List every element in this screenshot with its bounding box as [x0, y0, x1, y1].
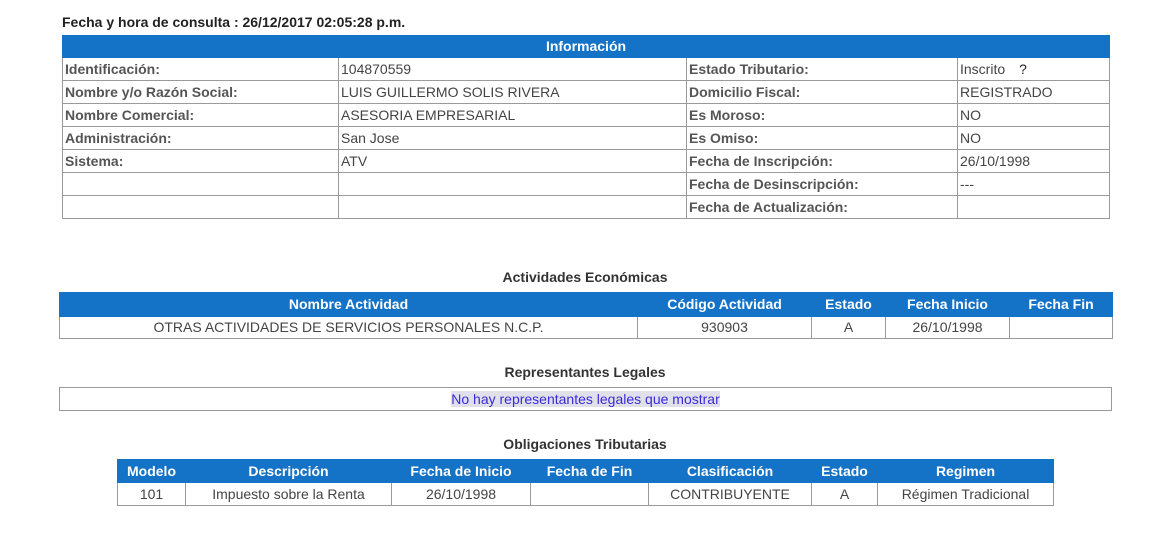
col-estado: Estado	[812, 460, 878, 483]
es-omiso-value: NO	[958, 127, 1110, 150]
obligaciones-table	[117, 459, 1054, 506]
es-omiso-label: Es Omiso:	[687, 127, 958, 150]
representantes-box	[59, 387, 1112, 411]
col-fecha-fin: Fecha Fin	[1010, 293, 1113, 317]
obligaciones-header-row	[118, 460, 1054, 483]
empty-cell	[339, 196, 687, 219]
fecha-actualizacion-value	[958, 196, 1110, 219]
table-row	[118, 483, 1054, 506]
col-codigo-actividad: Código Actividad	[638, 293, 812, 317]
sistema-value: ATV	[339, 150, 687, 173]
actividades-table	[59, 292, 1113, 339]
info-header: Información	[63, 36, 1110, 58]
es-moroso-value: NO	[958, 104, 1110, 127]
fecha-inscripcion-value: 26/10/1998	[958, 150, 1110, 173]
info-row	[63, 81, 1110, 104]
estado-tributario-cell	[958, 58, 1110, 81]
es-moroso-label: Es Moroso:	[687, 104, 958, 127]
table-row	[60, 317, 1113, 339]
actividades-title: Actividades Económicas	[502, 269, 668, 285]
help-icon[interactable]: ?	[1019, 61, 1027, 77]
identificacion-value: 104870559	[339, 58, 687, 81]
col-descripcion: Descripción	[186, 460, 392, 483]
estado-tributario-value: Inscrito	[960, 61, 1006, 77]
fecha-actualizacion-label: Fecha de Actualización:	[687, 196, 958, 219]
col-nombre-actividad: Nombre Actividad	[60, 293, 638, 317]
obligaciones-title: Obligaciones Tributarias	[503, 436, 667, 452]
col-fecha-de-fin: Fecha de Fin	[531, 460, 649, 483]
info-row	[63, 196, 1110, 219]
sistema-label: Sistema:	[63, 150, 339, 173]
fecha-inscripcion-label: Fecha de Inscripción:	[687, 150, 958, 173]
obligacion-fecha-inicio: 26/10/1998	[392, 483, 531, 506]
fecha-desinscripcion-value: ---	[958, 173, 1110, 196]
info-table	[62, 35, 1110, 219]
obligacion-regimen: Régimen Tradicional	[878, 483, 1054, 506]
empty-cell	[339, 173, 687, 196]
obligacion-modelo: 101	[118, 483, 186, 506]
razon-social-value: LUIS GUILLERMO SOLIS RIVERA	[339, 81, 687, 104]
actividad-estado: A	[812, 317, 886, 339]
empty-cell	[63, 196, 339, 219]
info-row	[63, 150, 1110, 173]
info-row	[63, 104, 1110, 127]
info-row	[63, 58, 1110, 81]
obligacion-clasificacion: CONTRIBUYENTE	[649, 483, 812, 506]
estado-tributario-label: Estado Tributario:	[687, 58, 958, 81]
actividad-fecha-fin	[1010, 317, 1113, 339]
administracion-value: San Jose	[339, 127, 687, 150]
nombre-comercial-label: Nombre Comercial:	[63, 104, 339, 127]
razon-social-label: Nombre y/o Razón Social:	[63, 81, 339, 104]
obligacion-descripcion: Impuesto sobre la Renta	[186, 483, 392, 506]
domicilio-fiscal-label: Domicilio Fiscal:	[687, 81, 958, 104]
representantes-empty-message: No hay representantes legales que mostrar	[451, 391, 720, 407]
col-estado: Estado	[812, 293, 886, 317]
nombre-comercial-value: ASESORIA EMPRESARIAL	[339, 104, 687, 127]
col-fecha-de-inicio: Fecha de Inicio	[392, 460, 531, 483]
col-regimen: Regimen	[878, 460, 1054, 483]
col-fecha-inicio: Fecha Inicio	[886, 293, 1010, 317]
obligacion-fecha-fin	[531, 483, 649, 506]
query-timestamp: Fecha y hora de consulta : 26/12/2017 02:05:28 p.m.	[62, 14, 406, 30]
identificacion-label: Identificación:	[63, 58, 339, 81]
administracion-label: Administración:	[63, 127, 339, 150]
fecha-desinscripcion-label: Fecha de Desinscripción:	[687, 173, 958, 196]
info-row	[63, 173, 1110, 196]
obligacion-estado: A	[812, 483, 878, 506]
representantes-title: Representantes Legales	[504, 364, 666, 380]
col-modelo: Modelo	[118, 460, 186, 483]
empty-cell	[63, 173, 339, 196]
actividades-header-row	[60, 293, 1113, 317]
actividad-codigo: 930903	[638, 317, 812, 339]
info-row	[63, 127, 1110, 150]
actividad-nombre: OTRAS ACTIVIDADES DE SERVICIOS PERSONALES N.C.P.	[60, 317, 638, 339]
domicilio-fiscal-value: REGISTRADO	[958, 81, 1110, 104]
col-clasificacion: Clasificación	[649, 460, 812, 483]
actividad-fecha-inicio: 26/10/1998	[886, 317, 1010, 339]
